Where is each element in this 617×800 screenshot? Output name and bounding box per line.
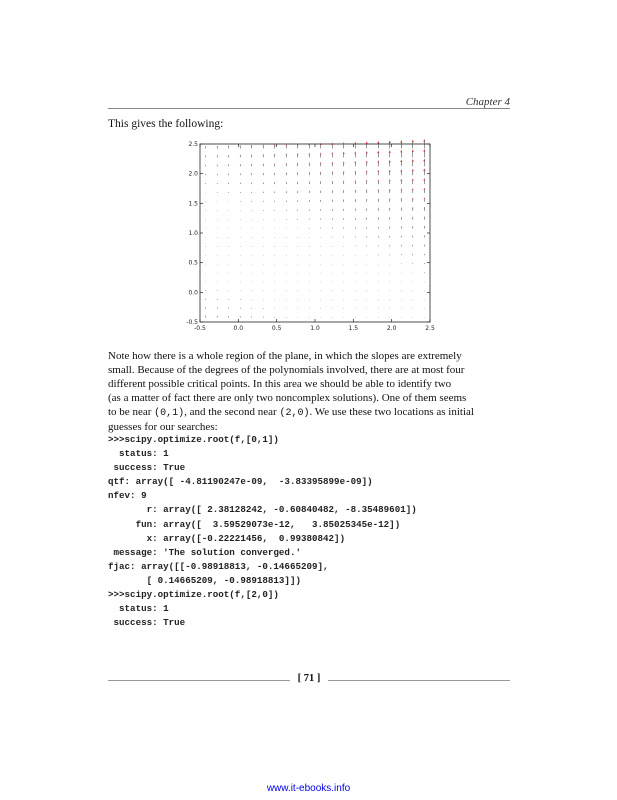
field-point bbox=[355, 255, 356, 256]
field-point bbox=[297, 246, 298, 247]
code-line: fjac: array([[-0.98918813, -0.14665209], bbox=[108, 560, 329, 572]
para-line: (as a matter of fact there are only two noncomplex solutions). One of them seems bbox=[108, 391, 467, 404]
field-point bbox=[251, 219, 252, 220]
intro-text: This gives the following: bbox=[108, 118, 224, 130]
field-point bbox=[309, 264, 310, 265]
field-point bbox=[424, 317, 425, 318]
field-point bbox=[217, 246, 218, 247]
field-point bbox=[355, 291, 356, 292]
field-point bbox=[378, 308, 379, 309]
y-tick-label: 2.5 bbox=[188, 141, 198, 148]
field-point bbox=[274, 228, 275, 229]
field-point bbox=[228, 210, 229, 211]
field-point bbox=[343, 264, 344, 265]
field-point bbox=[378, 299, 379, 300]
field-point bbox=[251, 299, 252, 300]
code-line: [ 0.14665209, -0.98918813]]) bbox=[108, 574, 301, 586]
field-point bbox=[205, 273, 206, 274]
field-point bbox=[274, 264, 275, 265]
field-point bbox=[205, 193, 206, 194]
field-point bbox=[389, 299, 390, 300]
para-line: guesses for our searches: bbox=[108, 420, 218, 433]
field-point bbox=[297, 273, 298, 274]
field-point bbox=[205, 246, 206, 247]
field-point bbox=[320, 299, 321, 300]
field-point bbox=[309, 255, 310, 256]
field-point bbox=[297, 228, 298, 229]
field-point bbox=[332, 282, 333, 283]
field-point bbox=[366, 255, 367, 256]
field-point bbox=[240, 228, 241, 229]
code-line: r: array([ 2.38128242, -0.60840482, -8.35489601]) bbox=[108, 504, 417, 516]
y-tick-label: -0.5 bbox=[186, 319, 198, 326]
field-arrow-head bbox=[343, 142, 345, 144]
code-line: fun: array([ 3.59529073e-12, 3.85025345e-12]) bbox=[108, 518, 401, 530]
field-point bbox=[286, 273, 287, 274]
x-tick-label: 0.5 bbox=[271, 325, 282, 332]
field-point bbox=[286, 237, 287, 238]
field-point bbox=[240, 282, 241, 283]
quiver-chart bbox=[180, 139, 438, 333]
field-point bbox=[343, 291, 344, 292]
field-point bbox=[263, 219, 264, 220]
field-point bbox=[309, 308, 310, 309]
x-tick-label: 2.5 bbox=[425, 325, 435, 332]
field-point bbox=[412, 317, 413, 318]
field-point bbox=[297, 282, 298, 283]
code-block bbox=[108, 433, 417, 630]
code-line: >>>scipy.optimize.root(f,[2,0]) bbox=[108, 589, 279, 601]
y-tick-label: 0.0 bbox=[188, 289, 198, 297]
field-point bbox=[332, 291, 333, 292]
page-footer bbox=[108, 673, 510, 689]
field-point bbox=[274, 219, 275, 220]
field-point bbox=[263, 299, 264, 300]
field-point bbox=[240, 246, 241, 247]
x-tick-label: 1.0 bbox=[310, 325, 320, 332]
field-arrow-head bbox=[423, 139, 425, 141]
field-point bbox=[205, 228, 206, 229]
code-line: >>>scipy.optimize.root(f,[0,1]) bbox=[108, 434, 279, 445]
field-point bbox=[332, 246, 333, 247]
field-point bbox=[205, 282, 206, 283]
field-point bbox=[332, 299, 333, 300]
body-paragraph bbox=[108, 350, 510, 434]
field-point bbox=[205, 264, 206, 265]
field-point bbox=[251, 237, 252, 238]
field-point bbox=[240, 219, 241, 220]
field-point bbox=[228, 219, 229, 220]
field-point bbox=[332, 273, 333, 274]
field-point bbox=[309, 299, 310, 300]
field-point bbox=[355, 317, 356, 318]
code-line: success: True bbox=[108, 617, 186, 629]
field-point bbox=[366, 264, 367, 265]
field-point bbox=[309, 317, 310, 318]
field-point bbox=[217, 237, 218, 238]
field-point bbox=[228, 202, 229, 203]
field-point bbox=[401, 299, 402, 300]
field-point bbox=[332, 317, 333, 318]
field-point bbox=[343, 255, 344, 256]
field-point bbox=[309, 237, 310, 238]
field-point bbox=[263, 228, 264, 229]
plot-frame bbox=[200, 144, 430, 322]
field-point bbox=[240, 255, 241, 256]
field-point bbox=[251, 273, 252, 274]
field-point bbox=[378, 273, 379, 274]
field-point bbox=[424, 291, 425, 292]
field-point bbox=[320, 291, 321, 292]
field-point bbox=[240, 237, 241, 238]
field-point bbox=[343, 273, 344, 274]
field-point bbox=[412, 282, 413, 283]
y-tick-label: 0.5 bbox=[188, 259, 198, 267]
field-arrow-head bbox=[400, 140, 402, 142]
field-point bbox=[251, 210, 252, 211]
field-point bbox=[286, 282, 287, 283]
para-text: , and the second near bbox=[184, 405, 280, 418]
field-point bbox=[228, 255, 229, 256]
field-point bbox=[389, 282, 390, 283]
field-point bbox=[389, 317, 390, 318]
field-point bbox=[240, 210, 241, 211]
field-point bbox=[355, 282, 356, 283]
field-point bbox=[401, 273, 402, 274]
field-point bbox=[217, 228, 218, 229]
field-point bbox=[205, 202, 206, 203]
field-point bbox=[217, 264, 218, 265]
quiver-chart-svg bbox=[180, 139, 438, 333]
field-point bbox=[263, 246, 264, 247]
field-point bbox=[286, 264, 287, 265]
field-point bbox=[286, 255, 287, 256]
field-point bbox=[228, 246, 229, 247]
field-point bbox=[240, 264, 241, 265]
field-point bbox=[217, 282, 218, 283]
field-point bbox=[297, 299, 298, 300]
field-point bbox=[389, 273, 390, 274]
field-point bbox=[228, 291, 229, 292]
x-tick-label: 2.0 bbox=[386, 325, 397, 332]
field-point bbox=[274, 246, 275, 247]
para-text: . We use these two locations as initial bbox=[309, 405, 474, 418]
field-point bbox=[228, 264, 229, 265]
para-line: different possible critical points. In this area we should be able to identify two bbox=[108, 377, 452, 390]
code-line: status: 1 bbox=[108, 448, 169, 460]
code-line: qtf: array([ -4.81190247e-09, -3.83395899e-09]) bbox=[108, 476, 373, 488]
field-point bbox=[286, 299, 287, 300]
field-point bbox=[251, 282, 252, 283]
field-point bbox=[274, 273, 275, 274]
field-point bbox=[424, 282, 425, 283]
field-point bbox=[251, 291, 252, 292]
field-point bbox=[332, 255, 333, 256]
field-point bbox=[343, 308, 344, 309]
chapter-header: Chapter 4 bbox=[465, 96, 510, 108]
field-point bbox=[286, 308, 287, 309]
field-point bbox=[274, 291, 275, 292]
code-line: x: array([-0.22221456, 0.99380842]) bbox=[108, 532, 346, 544]
field-point bbox=[263, 282, 264, 283]
field-point bbox=[389, 264, 390, 265]
field-point bbox=[366, 317, 367, 318]
x-tick-label: 0.0 bbox=[233, 325, 244, 332]
field-arrow-head bbox=[354, 142, 356, 144]
code-line: message: 'The solution converged.' bbox=[108, 546, 301, 558]
field-point bbox=[263, 237, 264, 238]
field-point bbox=[205, 219, 206, 220]
field-point bbox=[286, 291, 287, 292]
field-point bbox=[240, 273, 241, 274]
field-point bbox=[320, 255, 321, 256]
code-line: status: 1 bbox=[108, 603, 169, 615]
x-tick-label: 1.5 bbox=[348, 325, 359, 332]
field-point bbox=[228, 228, 229, 229]
y-tick-label: 1.0 bbox=[188, 230, 198, 237]
field-point bbox=[217, 273, 218, 274]
field-arrow-head bbox=[366, 142, 368, 144]
field-point bbox=[355, 273, 356, 274]
field-point bbox=[228, 273, 229, 274]
field-point bbox=[366, 299, 367, 300]
field-point bbox=[401, 308, 402, 309]
field-point bbox=[240, 291, 241, 292]
field-point bbox=[309, 273, 310, 274]
para-line bbox=[108, 406, 510, 421]
field-point bbox=[412, 308, 413, 309]
field-point bbox=[320, 308, 321, 309]
field-point bbox=[343, 299, 344, 300]
field-point bbox=[263, 291, 264, 292]
field-point bbox=[263, 264, 264, 265]
field-point bbox=[217, 219, 218, 220]
field-point bbox=[251, 255, 252, 256]
field-point bbox=[412, 299, 413, 300]
field-point bbox=[286, 246, 287, 247]
field-point bbox=[366, 308, 367, 309]
field-arrow-head bbox=[412, 140, 414, 142]
field-point bbox=[401, 282, 402, 283]
field-point bbox=[274, 308, 275, 309]
field-point bbox=[320, 317, 321, 318]
field-point bbox=[355, 308, 356, 309]
field-point bbox=[217, 255, 218, 256]
field-point bbox=[320, 264, 321, 265]
field-point bbox=[286, 228, 287, 229]
field-arrow-head bbox=[377, 141, 379, 143]
field-point bbox=[424, 308, 425, 309]
field-point bbox=[320, 237, 321, 238]
field-point bbox=[378, 282, 379, 283]
field-point bbox=[355, 264, 356, 265]
field-point bbox=[251, 246, 252, 247]
field-point bbox=[228, 282, 229, 283]
field-point bbox=[366, 282, 367, 283]
field-point bbox=[401, 317, 402, 318]
field-point bbox=[424, 299, 425, 300]
field-point bbox=[343, 246, 344, 247]
field-point bbox=[366, 291, 367, 292]
field-point bbox=[366, 273, 367, 274]
page-number-text: [ 71 ] bbox=[293, 673, 326, 684]
field-point bbox=[309, 246, 310, 247]
field-point bbox=[320, 273, 321, 274]
code-line: success: True bbox=[108, 462, 186, 474]
field-point bbox=[251, 264, 252, 265]
inline-code-point2: (2,0) bbox=[279, 407, 310, 419]
header-rule bbox=[108, 108, 510, 109]
field-point bbox=[205, 255, 206, 256]
code-line: nfev: 9 bbox=[108, 490, 147, 502]
field-point bbox=[217, 202, 218, 203]
page-number bbox=[108, 673, 510, 684]
field-point bbox=[205, 237, 206, 238]
field-point bbox=[228, 237, 229, 238]
field-point bbox=[378, 317, 379, 318]
field-point bbox=[309, 282, 310, 283]
para-line: Note how there is a whole region of the plane, in which the slopes are extremely bbox=[108, 350, 462, 362]
field-point bbox=[274, 282, 275, 283]
field-point bbox=[297, 255, 298, 256]
field-point bbox=[378, 291, 379, 292]
field-point bbox=[309, 291, 310, 292]
field-point bbox=[355, 299, 356, 300]
field-point bbox=[343, 317, 344, 318]
field-point bbox=[263, 255, 264, 256]
field-point bbox=[412, 273, 413, 274]
field-point bbox=[320, 282, 321, 283]
field-point bbox=[297, 317, 298, 318]
field-point bbox=[332, 264, 333, 265]
website-link[interactable]: www.it-ebooks.info bbox=[266, 783, 351, 794]
x-tick-label: -0.5 bbox=[194, 325, 206, 332]
field-point bbox=[343, 282, 344, 283]
field-point bbox=[297, 264, 298, 265]
y-tick-label: 1.5 bbox=[188, 200, 198, 208]
field-point bbox=[412, 291, 413, 292]
inline-code-point1: (0,1) bbox=[154, 407, 185, 419]
field-point bbox=[205, 210, 206, 211]
y-tick-label: 2.0 bbox=[188, 170, 198, 178]
field-point bbox=[389, 291, 390, 292]
field-point bbox=[274, 255, 275, 256]
field-point bbox=[378, 264, 379, 265]
field-point bbox=[263, 273, 264, 274]
field-point bbox=[297, 308, 298, 309]
para-line: small. Because of the degrees of the polynomials involved, there are at most four bbox=[108, 363, 465, 376]
field-point bbox=[401, 291, 402, 292]
field-point bbox=[274, 299, 275, 300]
field-point bbox=[332, 308, 333, 309]
field-point bbox=[274, 237, 275, 238]
field-point bbox=[217, 210, 218, 211]
field-arrow-head bbox=[389, 141, 391, 143]
field-point bbox=[251, 228, 252, 229]
field-point bbox=[297, 291, 298, 292]
field-point bbox=[320, 246, 321, 247]
para-text: to be near bbox=[108, 405, 155, 418]
field-point bbox=[389, 308, 390, 309]
field-point bbox=[297, 237, 298, 238]
